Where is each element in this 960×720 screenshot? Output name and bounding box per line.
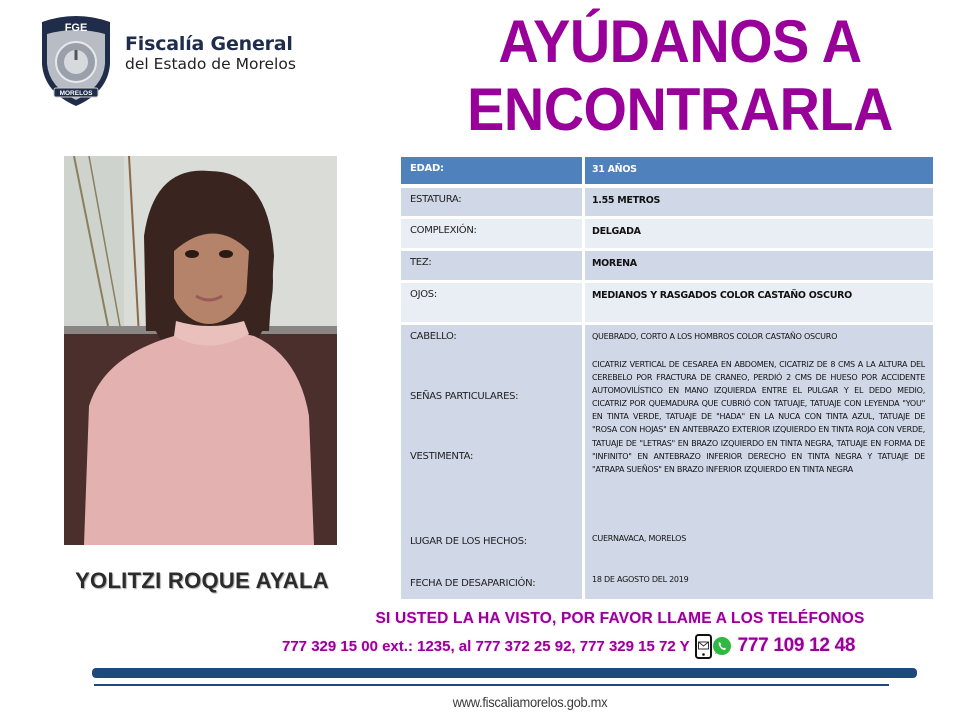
label-edad: EDAD:: [401, 157, 582, 184]
person-photo-icon: [64, 156, 337, 545]
fge-shield-badge-icon: [36, 12, 116, 108]
table-row-edad: [401, 157, 933, 184]
label-estatura: ESTATURA:: [401, 188, 582, 216]
contact-call-to-action: SI USTED LA HA VISTO, POR FAVOR LLAME A LOS TELÉFONOS: [375, 610, 865, 627]
value-edad: 31 AÑOS: [585, 157, 933, 184]
table-row-tez: [401, 251, 933, 280]
org-name-line1: Fiscalía General: [125, 33, 293, 55]
svg-text:MORELOS: MORELOS: [59, 90, 93, 97]
label-vestimenta: VESTIMENTA:: [410, 451, 474, 462]
website-link[interactable]: www.fiscaliamorelos.gob.mx: [452, 694, 608, 710]
value-estatura: 1.55 METROS: [585, 188, 933, 216]
org-name-line2: del Estado de Morelos: [125, 55, 296, 73]
value-senas-particulares: CICATRIZ VERTICAL DE CESAREA EN ABDOMEN, CICATRIZ DE 8 CMS A LA ALTURA DEL CEREBELO POR FRACTURA DE CRANEO, PERDIÓ 2 CMS DE HUESO POR ACCIDENTE AUTOMOVILÍSTICO EN MANO IZQUIERDA ENTRE EL PULGAR Y EL DEDO MEDIO, CICATRIZ POR QUEMADURA QUE CUBRIÓ CON TATUAJE, TATUAJE CON LEYENDA "YOU" EN TINTA VERDE, TATUAJE DE "HADA" EN LA NUCA CON TINTA AZUL, TATUAJE DE "ROSA CON HOJAS" EN ANTEBRAZO EXTERIOR IZQUIERDO EN TINTA ROJA CON VERDE, TATUAJE DE "LETRAS" EN BRAZO IZQUIERDO EN TINTA NEGRA, TATUAJE EN FORMA DE "INFINITO" EN ANTEBRAZO INFERIOR DERECHO EN TINTA NEGRA Y TATUAJE DE "ATRAPA SUEÑOS" EN BRAZO INFERIOR IZQUIERDO EN TINTA NEGRA: [592, 360, 925, 474]
value-ojos: MEDIANOS Y RASGADOS COLOR CASTAÑO OSCURO: [585, 283, 933, 322]
missing-person-photo: [64, 156, 337, 545]
svg-text:FGE: FGE: [64, 22, 88, 34]
value-cabello: QUEBRADO, CORTO A LOS HOMBROS COLOR CASTAÑO OSCURO: [592, 332, 838, 341]
table-row-complexion: [401, 219, 933, 248]
label-lugar-hechos: LUGAR DE LOS HECHOS:: [410, 536, 527, 547]
whatsapp-number: 777 109 12 48: [737, 635, 856, 656]
label-senas-particulares: SEÑAS PARTICULARES:: [410, 391, 519, 402]
label-cabello: CABELLO:: [410, 331, 457, 342]
value-fecha-desaparicion: 18 DE AGOSTO DEL 2019: [592, 575, 689, 584]
table-row-estatura: [401, 188, 933, 216]
phone-numbers-text: 777 329 15 00 ext.: 1235, al 777 372 25 92, 777 329 15 72 Y: [282, 637, 690, 655]
table-row-details: [401, 325, 933, 599]
table-row-ojos: [401, 283, 933, 322]
headline-line2: ENCONTRARLA: [467, 76, 893, 143]
value-lugar-hechos: CUERNAVACA, MORELOS: [592, 534, 687, 543]
label-ojos: OJOS:: [401, 283, 582, 322]
value-complexion: DELGADA: [585, 219, 933, 248]
whatsapp-icon: [712, 636, 732, 656]
contact-phone-numbers: [282, 633, 942, 659]
missing-person-name: YOLITZI ROQUE AYALA: [75, 568, 329, 593]
organization-name: [125, 33, 296, 74]
footer-divider-thick: [92, 668, 917, 678]
value-tez: MORENA: [585, 251, 933, 280]
footer-divider-thin: [94, 684, 889, 686]
label-complexion: COMPLEXIÓN:: [401, 219, 582, 248]
label-tez: TEZ:: [401, 251, 582, 280]
headline: [457, 8, 903, 144]
label-fecha-desaparicion: FECHA DE DESAPARICIÓN:: [410, 578, 536, 589]
phone-sms-icon: [695, 634, 712, 659]
headline-line1: AYÚDANOS A: [498, 8, 862, 75]
